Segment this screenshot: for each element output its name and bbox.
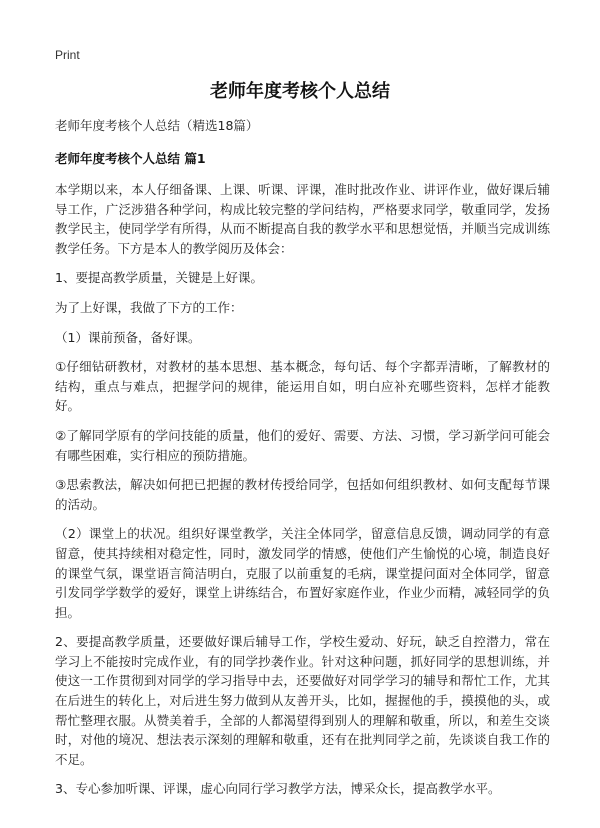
paragraph-teaching-method: ③思索教法，解决如何把已把握的教材传授给同学，包括如何组织教材、如何支配每节课的活动。 — [55, 477, 550, 512]
paragraph-point-2: 2、要提高教学质量，还要做好课后辅导工作，学校生爱动、好玩，缺乏自控潜力，常在学习上不能按时完成作业，有的同学抄袭作业。针对这种问题，抓好同学的思想训练，并使这一工作贯彻到对同学的学习指导中去，还要做好对同学学习的辅导和帮忙工作，尤其在后进生的转化上，对后进生努力做到从友善开头，比如，握握他的手，摸摸他的头，或帮忙整理衣服。从赞美着手，全部的人都渴望得到别人的理解和敬重，所以，和差生交谈时，对他的境况、想法表示深刻的理解和敬重，还有在批判同学之前，先谈谈自我工作的不足。 — [55, 634, 550, 767]
paragraph-work-intro: 为了上好课，我做了下方的工作： — [55, 299, 243, 315]
document-body — [55, 117, 550, 809]
paragraph-lesson-prep: （1）课前预备，备好课。 — [55, 329, 201, 345]
paragraph-classroom: （2）课堂上的状况。组织好课堂教学，关注全体同学，留意信息反馈，调动同学的有意留意，使其持续相对稳定性，同时，激发同学的情感，使他们产生愉悦的心境，制造良好的课堂气氛，课堂语言简洁明白，克服了以前重复的毛病，课堂提问面对全体同学，留意引发同学学数学的爱好，课堂上讲练结合，布置好家庭作业，作业少而精，减轻同学的负担。 — [55, 526, 550, 620]
section-heading: 老师年度考核个人总结 篇1 — [55, 151, 206, 166]
page-title: 老师年度考核个人总结 — [210, 81, 390, 102]
paragraph-point-1: 1、要提高教学质量，关键是上好课。 — [55, 270, 263, 286]
paragraph-point-3: 3、专心参加听课、评课，虚心向同行学习教学方法，博采众长，提高教学水平。 — [55, 781, 501, 797]
paragraph-know-students: ②了解同学原有的学问技能的质量，他们的爱好、需要、方法、习惯，学习新学问可能会有哪些困难，实行相应的预防措施。 — [55, 427, 550, 463]
paragraph-study-materials: ①仔细钻研教材，对教材的基本思想、基本概念，每句话、每个字都弄清晰，了解教材的结构，重点与难点，把握学问的规律，能运用自如，明白应补充哪些资料，怎样才能教好。 — [55, 359, 550, 414]
paragraph-intro: 本学期以来，本人仔细备课、上课、听课、评课，准时批改作业、讲评作业，做好课后辅导工作，广泛涉猎各种学问，构成比较完整的学问结构，严格要求同学，敬重同学，发扬教学民主，使同学学有所得，从而不断提高自我的教学水平和思想觉悟，并顺当完成训练教学任务。下方是本人的教学阅历及体会： — [55, 182, 550, 256]
document-subtitle: 老师年度考核个人总结（精选18篇） — [55, 118, 259, 133]
print-link[interactable]: Print — [55, 48, 80, 62]
